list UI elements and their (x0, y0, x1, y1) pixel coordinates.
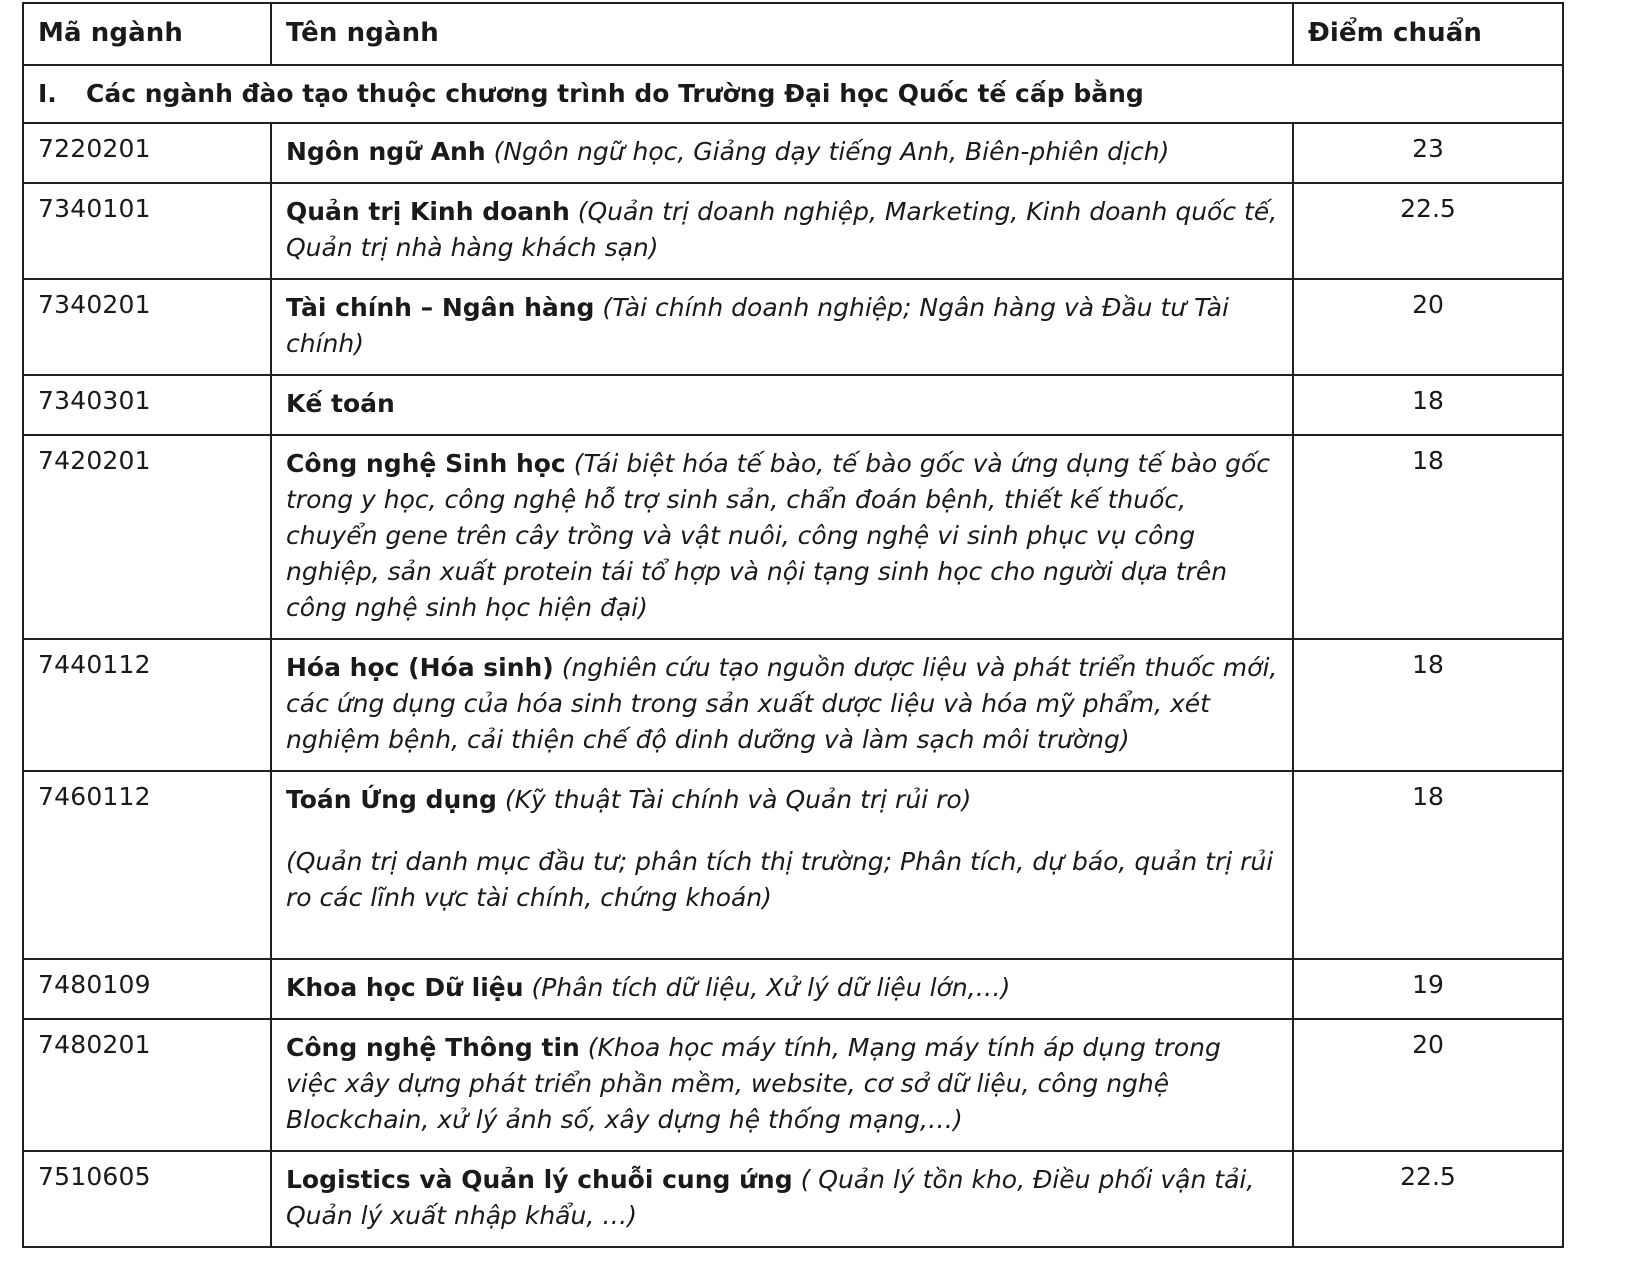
row-score: 18 (1293, 771, 1563, 959)
row-major-description: (Ngôn ngữ học, Giảng dạy tiếng Anh, Biên-phiên dịch) (493, 137, 1170, 166)
row-major-name: Khoa học Dữ liệu (286, 973, 524, 1002)
row-code: 7480109 (23, 959, 271, 1019)
row-major-description: (nghiên cứu tạo nguồn dược liệu và phát triển thuốc mới, các ứng dụng của hóa sinh trong sản xuất dược liệu và hóa mỹ phẩm, xét nghiệm bệnh, cải thiện chế độ dinh dưỡng và làm sạch môi trường) (286, 653, 1278, 754)
row-major-name: Logistics và Quản lý chuỗi cung ứng (286, 1165, 793, 1194)
row-name (271, 183, 1293, 279)
row-code: 7340201 (23, 279, 271, 375)
row-major-name: Kế toán (286, 389, 395, 418)
row-score: 23 (1293, 123, 1563, 183)
row-name (271, 1151, 1293, 1247)
table-header-row (23, 3, 1563, 65)
table-header (23, 3, 1563, 65)
row-name (271, 771, 1293, 959)
row-score: 20 (1293, 279, 1563, 375)
row-name (271, 375, 1293, 435)
row-major-name: Công nghệ Thông tin (286, 1033, 580, 1062)
column-header-code: Mã ngành (23, 3, 271, 65)
row-score: 18 (1293, 639, 1563, 771)
document-page (0, 2, 1638, 1248)
table-row (23, 639, 1563, 771)
row-major-description: (Phân tích dữ liệu, Xử lý dữ liệu lớn,…) (531, 973, 1011, 1002)
row-major-name: Ngôn ngữ Anh (286, 137, 486, 166)
admission-score-table (22, 2, 1564, 1248)
table-row (23, 1151, 1563, 1247)
row-score: 18 (1293, 435, 1563, 639)
row-score: 18 (1293, 375, 1563, 435)
table-row (23, 959, 1563, 1019)
row-major-description: (Quản trị doanh nghiệp, Marketing, Kinh doanh quốc tế, Quản trị nhà hàng khách sạn) (286, 197, 1278, 262)
row-score: 20 (1293, 1019, 1563, 1151)
row-major-name: Hóa học (Hóa sinh) (286, 653, 554, 682)
cell-bottom-spacer (286, 916, 1278, 946)
row-code: 7510605 (23, 1151, 271, 1247)
table-row (23, 375, 1563, 435)
row-score: 22.5 (1293, 183, 1563, 279)
row-major-description: (Khoa học máy tính, Mạng máy tính áp dụng trong việc xây dựng phát triển phần mềm, website, cơ sở dữ liệu, công nghệ Blockchain, xử lý ảnh số, xây dựng hệ thống mạng,…) (286, 1033, 1221, 1134)
table-row (23, 1019, 1563, 1151)
column-header-score: Điểm chuẩn (1293, 3, 1563, 65)
row-name (271, 1019, 1293, 1151)
row-code: 7220201 (23, 123, 271, 183)
section-number: I. (38, 79, 57, 108)
table-row (23, 123, 1563, 183)
row-code: 7340101 (23, 183, 271, 279)
section-heading-cell (23, 65, 1563, 123)
row-name (271, 279, 1293, 375)
row-major-description: (Kỹ thuật Tài chính và Quản trị rủi ro) (504, 785, 972, 814)
section-title: Các ngành đào tạo thuộc chương trình do Trường Đại học Quốc tế cấp bằng (86, 79, 1144, 108)
row-major-name: Toán Ứng dụng (286, 785, 497, 814)
row-major-name: Công nghệ Sinh học (286, 449, 566, 478)
paragraph-spacer (286, 818, 1278, 844)
row-major-description: ( Quản lý tồn kho, Điều phối vận tải, Quản lý xuất nhập khẩu, …) (286, 1165, 1255, 1230)
row-major-description: (Tái biệt hóa tế bào, tế bào gốc và ứng dụng tế bào gốc trong y học, công nghệ hỗ trợ sinh sản, chẩn đoán bệnh, thiết kế thuốc, chuyển gene trên cây trồng và vật nuôi, công nghệ vi sinh phục vụ công nghiệp, sản xuất protein tái tổ hợp và nội tạng sinh học cho người dựa trên công nghệ sinh học hiện đại) (286, 449, 1271, 622)
row-name (271, 959, 1293, 1019)
table-row (23, 279, 1563, 375)
table-row (23, 435, 1563, 639)
row-major-name: Tài chính – Ngân hàng (286, 293, 595, 322)
table-body (23, 65, 1563, 1247)
row-code: 7340301 (23, 375, 271, 435)
table-row (23, 183, 1563, 279)
row-code: 7460112 (23, 771, 271, 959)
row-name (271, 435, 1293, 639)
column-header-name: Tên ngành (271, 3, 1293, 65)
row-score: 19 (1293, 959, 1563, 1019)
section-heading-row (23, 65, 1563, 123)
table-row (23, 771, 1563, 959)
row-major-name: Quản trị Kinh doanh (286, 197, 570, 226)
row-code: 7440112 (23, 639, 271, 771)
row-major-description: (Tài chính doanh nghiệp; Ngân hàng và Đầu tư Tài chính) (286, 293, 1229, 358)
row-name (271, 639, 1293, 771)
row-code: 7480201 (23, 1019, 271, 1151)
row-name (271, 123, 1293, 183)
row-code: 7420201 (23, 435, 271, 639)
row-score: 22.5 (1293, 1151, 1563, 1247)
row-major-description-secondary: (Quản trị danh mục đầu tư; phân tích thị trường; Phân tích, dự báo, quản trị rủi ro các lĩnh vực tài chính, chứng khoán) (286, 847, 1274, 912)
